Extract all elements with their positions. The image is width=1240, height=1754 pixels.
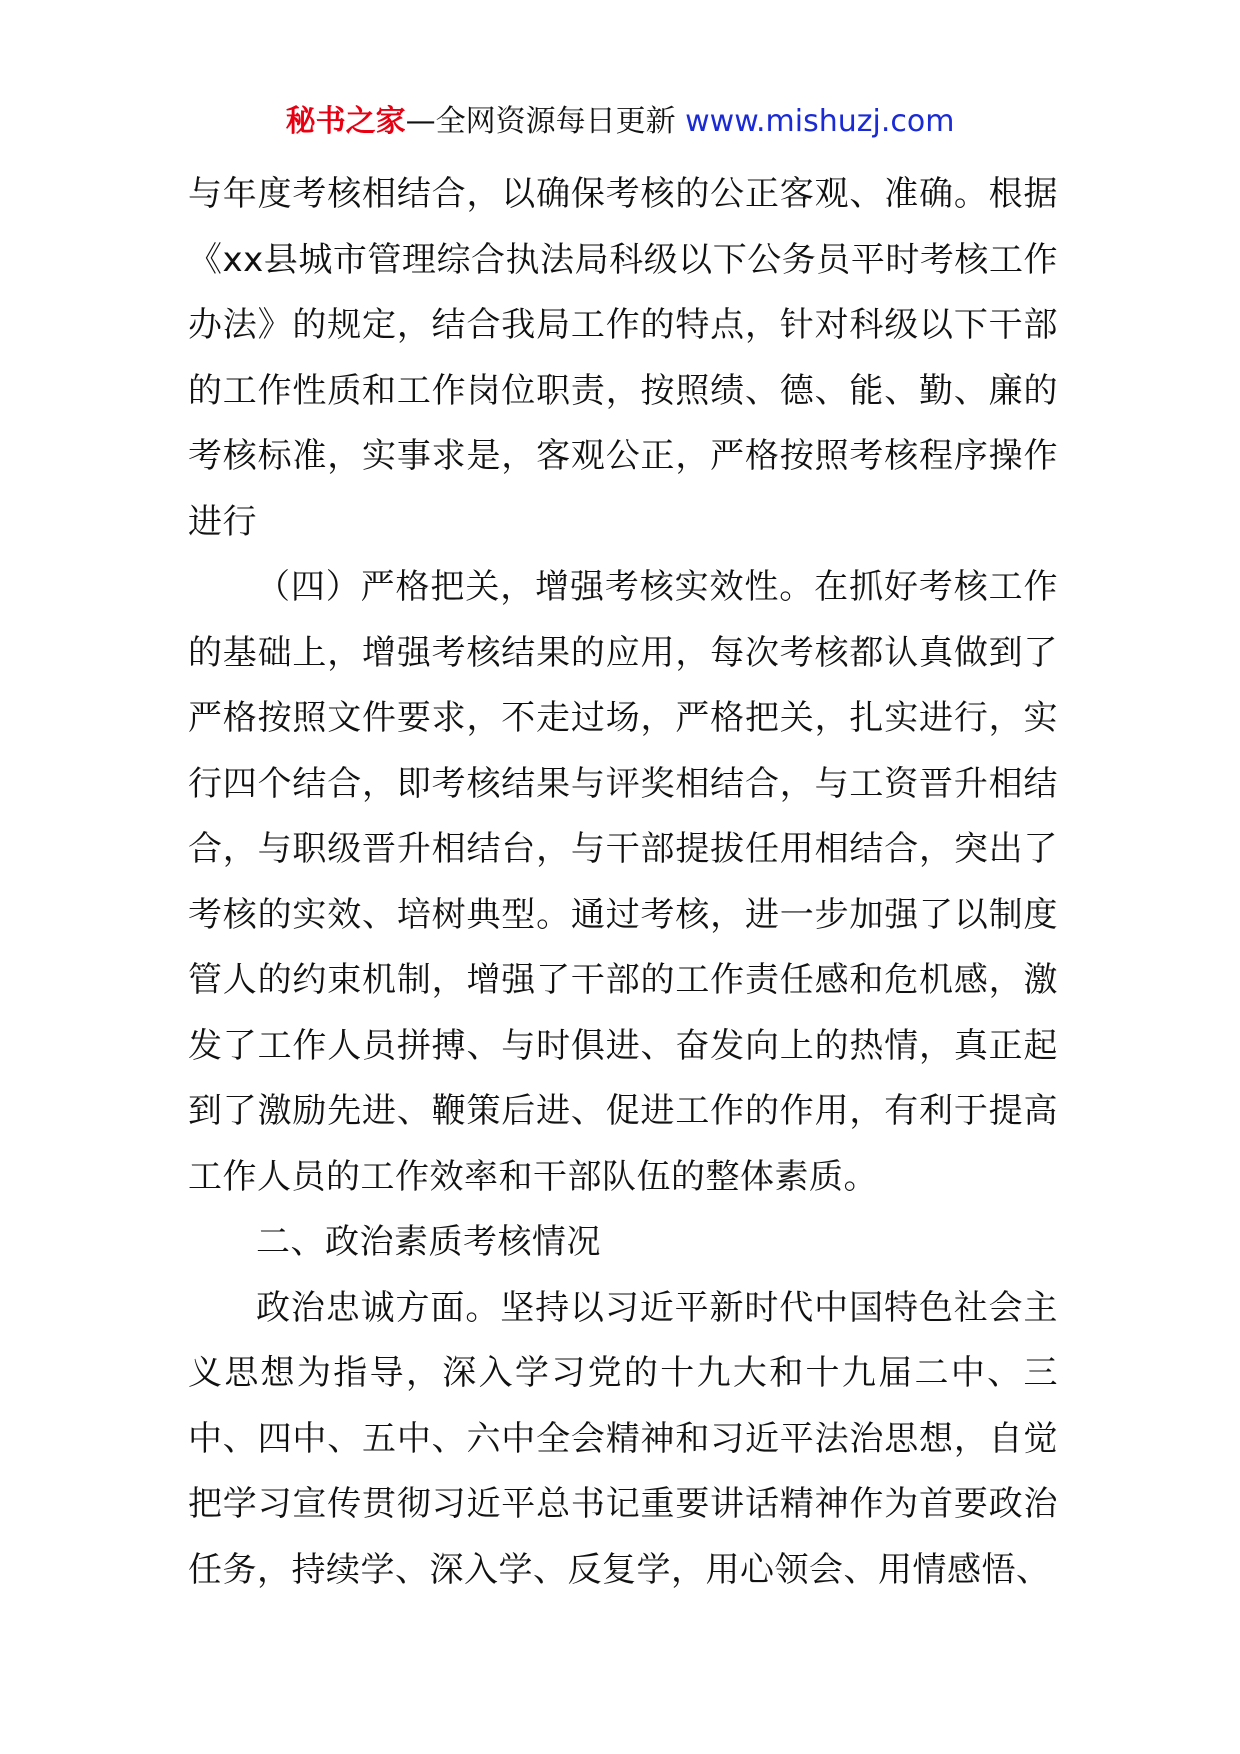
brand-name: 秘书之家 xyxy=(285,104,406,139)
paragraph-section-four: （四）严格把关，增强考核实效性。在抓好考核工作的基础上，增强考核结果的应用，每次考核都认真做到了严格按照文件要求，不走过场，严格把关，扎实进行，实行四个结合，即考核结果与评奖相结合，与工资晋升相结合，与职级晋升相结台，与干部提拔任用相结合，突出了考核的实效、培树典型。通过考核，进一步加强了以制度管人的约束机制，增强了干部的工作责任感和危机感，激发了工作人员拼搏、与时俱进、奋发向上的热情，真正起到了激励先进、鞭策后进、促进工作的作用，有利于提高工作人员的工作效率和干部队伍的整体素质。 xyxy=(188,567,1058,1197)
document-body xyxy=(188,162,1058,1603)
header-tagline: —全网资源每日更新 xyxy=(405,104,676,139)
section-heading-political-quality: 二、政治素质考核情况 xyxy=(256,1222,601,1262)
page-header xyxy=(0,100,1240,144)
site-url-link[interactable]: www.mishuzj.com xyxy=(685,104,955,139)
paragraph-political-loyalty: 政治忠诚方面。坚持以习近平新时代中国特色社会主义思想为指导，深入学习党的十九大和十九届二中、三中、四中、五中、六中全会精神和习近平法治思想，自觉把学习宣传贯彻习近平总书记重要讲话精神作为首要政治任务，持续学、深入学、反复学，用心领会、用情感悟、 xyxy=(188,1287,1058,1590)
paragraph-continued: 与年度考核相结合，以确保考核的公正客观、准确。根据《xx县城市管理综合执法局科级以下公务员平时考核工作办法》的规定，结合我局工作的特点，针对科级以下干部的工作性质和工作岗位职责，按照绩、德、能、勤、廉的考核标准，实事求是，客观公正，严格按照考核程序操作进行 xyxy=(188,174,1058,542)
